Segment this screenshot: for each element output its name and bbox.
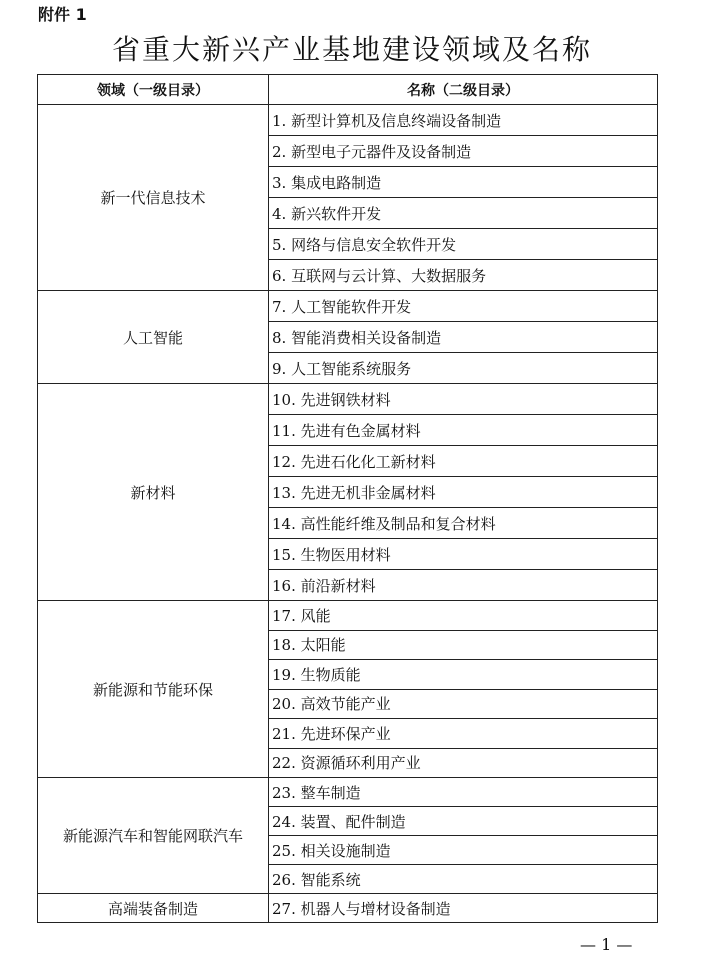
item-cell: 24. 装置、配件制造 — [269, 807, 658, 836]
item-cell: 20. 高效节能产业 — [269, 689, 658, 719]
item-cell: 10. 先进钢铁材料 — [269, 384, 658, 415]
table-row — [38, 105, 658, 136]
table-body — [38, 105, 658, 923]
page-number: — 1 — — [580, 935, 633, 954]
column-header-domain: 领域（一级目录） — [38, 75, 269, 105]
category-cell: 新能源汽车和智能网联汽车 — [38, 778, 269, 894]
item-cell: 21. 先进环保产业 — [269, 719, 658, 749]
item-cell: 12. 先进石化化工新材料 — [269, 446, 658, 477]
item-cell: 23. 整车制造 — [269, 778, 658, 807]
item-cell: 17. 风能 — [269, 601, 658, 631]
item-cell: 11. 先进有色金属材料 — [269, 415, 658, 446]
item-cell: 16. 前沿新材料 — [269, 570, 658, 601]
item-cell: 18. 太阳能 — [269, 630, 658, 660]
item-cell: 8. 智能消费相关设备制造 — [269, 322, 658, 353]
item-cell: 26. 智能系统 — [269, 865, 658, 894]
attachment-label: 附件 1 — [38, 5, 87, 24]
industry-table — [37, 74, 658, 923]
item-cell: 7. 人工智能软件开发 — [269, 291, 658, 322]
item-cell: 15. 生物医用材料 — [269, 539, 658, 570]
item-cell: 19. 生物质能 — [269, 660, 658, 690]
document-title: 省重大新兴产业基地建设领域及名称 — [111, 33, 592, 66]
category-cell: 新材料 — [38, 384, 269, 601]
category-cell: 人工智能 — [38, 291, 269, 384]
table-row — [38, 291, 658, 322]
item-cell: 13. 先进无机非金属材料 — [269, 477, 658, 508]
table-row — [38, 384, 658, 415]
column-header-name: 名称（二级目录） — [269, 75, 658, 105]
category-cell: 新一代信息技术 — [38, 105, 269, 291]
item-cell: 14. 高性能纤维及制品和复合材料 — [269, 508, 658, 539]
category-cell: 高端装备制造 — [38, 894, 269, 923]
item-cell: 5. 网络与信息安全软件开发 — [269, 229, 658, 260]
table-row — [38, 778, 658, 807]
table-row — [38, 601, 658, 631]
item-cell: 27. 机器人与增材设备制造 — [269, 894, 658, 923]
item-cell: 3. 集成电路制造 — [269, 167, 658, 198]
item-cell: 1. 新型计算机及信息终端设备制造 — [269, 105, 658, 136]
item-cell: 6. 互联网与云计算、大数据服务 — [269, 260, 658, 291]
table-row — [38, 894, 658, 923]
item-cell: 22. 资源循环利用产业 — [269, 748, 658, 778]
item-cell: 2. 新型电子元器件及设备制造 — [269, 136, 658, 167]
category-cell: 新能源和节能环保 — [38, 601, 269, 778]
item-cell: 25. 相关设施制造 — [269, 836, 658, 865]
table-header-row — [38, 75, 658, 105]
item-cell: 9. 人工智能系统服务 — [269, 353, 658, 384]
item-cell: 4. 新兴软件开发 — [269, 198, 658, 229]
